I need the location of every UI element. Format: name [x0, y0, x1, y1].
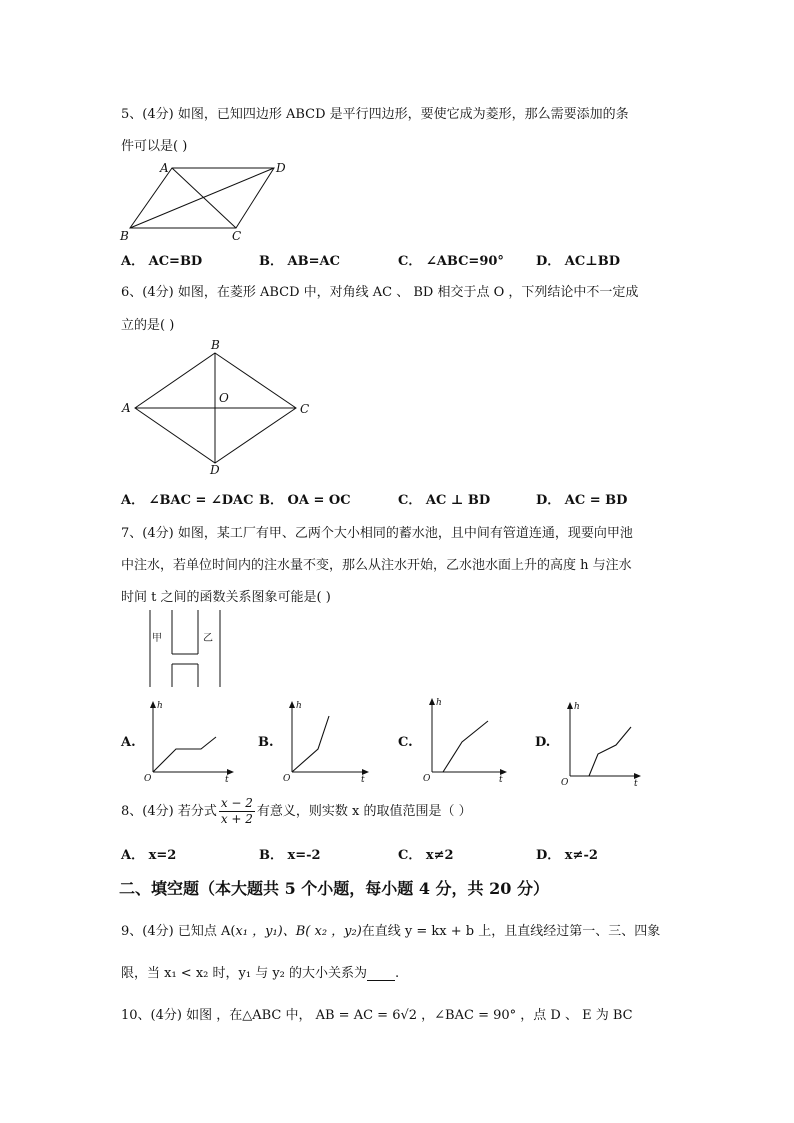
- graph-a-axis-t: t: [225, 775, 229, 785]
- q5-option-b[interactable]: B． AB=AC: [259, 254, 340, 269]
- q9-text-d: 限，当 x₁ < x₂ 时，y₁ 与 y₂ 的大小关系为: [121, 966, 368, 981]
- graph-b-axis-t: t: [361, 775, 365, 785]
- q6-option-b[interactable]: B． OA = OC: [259, 493, 351, 508]
- label-b: B: [120, 229, 129, 243]
- label-b: B: [211, 338, 220, 352]
- q7-line3: 时间 t 之间的函数关系图象可能是( ): [121, 590, 331, 605]
- graph-d-axis-h: h: [574, 702, 580, 712]
- q6-option-d[interactable]: D． AC = BD: [536, 493, 628, 508]
- q8-numerator: x − 2: [220, 796, 253, 810]
- q5-option-d[interactable]: D． AC⊥BD: [536, 254, 620, 269]
- parallelogram-figure: [118, 160, 298, 245]
- graph-c-axis-h: h: [436, 698, 442, 708]
- q8-option-d[interactable]: D． x≠-2: [536, 848, 598, 863]
- rhombus-figure: [118, 338, 318, 478]
- label-d: D: [276, 161, 286, 175]
- diagonal-ac: [172, 168, 236, 228]
- q9-answer-blank[interactable]: [367, 968, 395, 981]
- label-c: C: [300, 402, 310, 416]
- section-heading: 二、填空题（本大题共 5 个小题，每小题 4 分，共 20 分）: [119, 879, 549, 898]
- water-tanks-figure: [140, 607, 225, 689]
- q9-text-b: x₁ ，y₁)、B( x₂ ，y₂): [235, 924, 362, 939]
- graph-a-line: [153, 737, 216, 772]
- q8-line: [121, 796, 472, 827]
- q6-line2: 立的是( ): [121, 318, 175, 333]
- q7-graph-letter-b[interactable]: B.: [258, 735, 274, 750]
- q8-denominator: x + 2: [220, 812, 253, 826]
- graph-d-line: [589, 727, 631, 776]
- graph-d-axis-o: O: [561, 778, 569, 788]
- q8-option-c[interactable]: C． x≠2: [398, 848, 454, 863]
- graph-b-line: [292, 716, 329, 772]
- q7-graph-c: [420, 696, 515, 784]
- graph-d-axis-t: t: [634, 779, 638, 789]
- graph-a-axis-h: h: [157, 701, 163, 711]
- q8-option-b[interactable]: B． x=-2: [259, 848, 321, 863]
- q6-line1: 6、(4分) 如图，在菱形 ABCD 中，对角线 AC 、 BD 相交于点 O ，下列结论中不一定成: [121, 285, 639, 300]
- q5-line2: 件可以是( ): [121, 139, 188, 154]
- label-a: A: [122, 401, 131, 415]
- q9-line1: [121, 920, 660, 939]
- q8-prefix: 8、(4分) 若分式: [121, 804, 217, 819]
- q7-graph-letter-a[interactable]: A.: [121, 735, 136, 750]
- graph-b-axis-o: O: [283, 774, 291, 784]
- graph-c-line: [443, 721, 488, 772]
- q5-option-c[interactable]: C． ∠ABC=90°: [398, 254, 504, 269]
- q5-line1: 5、(4分) 如图，已知四边形 ABCD 是平行四边形，要使它成为菱形，那么需要添加的条: [121, 107, 629, 122]
- graph-c-axis-o: O: [423, 774, 431, 784]
- graph-a-axis-o: O: [144, 774, 152, 784]
- q7-line2: 中注水，若单位时间内的注水量不变，那么从注水开始，乙水池水面上升的高度 h 与注水: [121, 558, 632, 573]
- graph-b-axis-h: h: [296, 701, 302, 711]
- q9-text-a: 9、(4分) 已知点 A(: [121, 924, 236, 939]
- q8-option-a[interactable]: A． x=2: [121, 848, 177, 863]
- graph-c-axis-t: t: [499, 775, 503, 785]
- q8-suffix: 有意义，则实数 x 的取值范围是（ ）: [256, 804, 472, 819]
- q9-text-c: 在直线 y = kx + b 上，且直线经过第一、三、四象: [361, 924, 661, 939]
- q6-option-a[interactable]: A． ∠BAC = ∠DAC: [121, 493, 254, 508]
- label-d: D: [210, 463, 220, 477]
- q9-text-e: .: [395, 966, 400, 981]
- label-a: A: [160, 161, 169, 175]
- q5-option-a[interactable]: A． AC=BD: [121, 254, 203, 269]
- q7-line1: 7、(4分) 如图，某工厂有甲、乙两个大小相同的蓄水池，且中间有管道连通，现要向甲池: [121, 526, 633, 541]
- label-o: O: [219, 391, 229, 405]
- q6-option-c[interactable]: C． AC ⊥ BD: [398, 493, 491, 508]
- q7-graph-b: [282, 699, 377, 784]
- q7-graph-letter-d[interactable]: D.: [535, 735, 551, 750]
- q7-graph-a: [143, 699, 238, 784]
- tank-right-label: 乙: [203, 633, 213, 644]
- q7-graph-d: [558, 700, 653, 788]
- tank-left-label: 甲: [152, 633, 162, 644]
- label-c: C: [232, 229, 242, 243]
- q7-graph-letter-c[interactable]: C.: [398, 735, 413, 750]
- q10-line1: 10、(4分) 如图 ，在△ABC 中， AB = AC = 6√2 ，∠BAC = 90° ，点 D 、 E 为 BC: [121, 1008, 633, 1023]
- q8-fraction: [219, 796, 255, 827]
- q9-line2: [121, 962, 399, 981]
